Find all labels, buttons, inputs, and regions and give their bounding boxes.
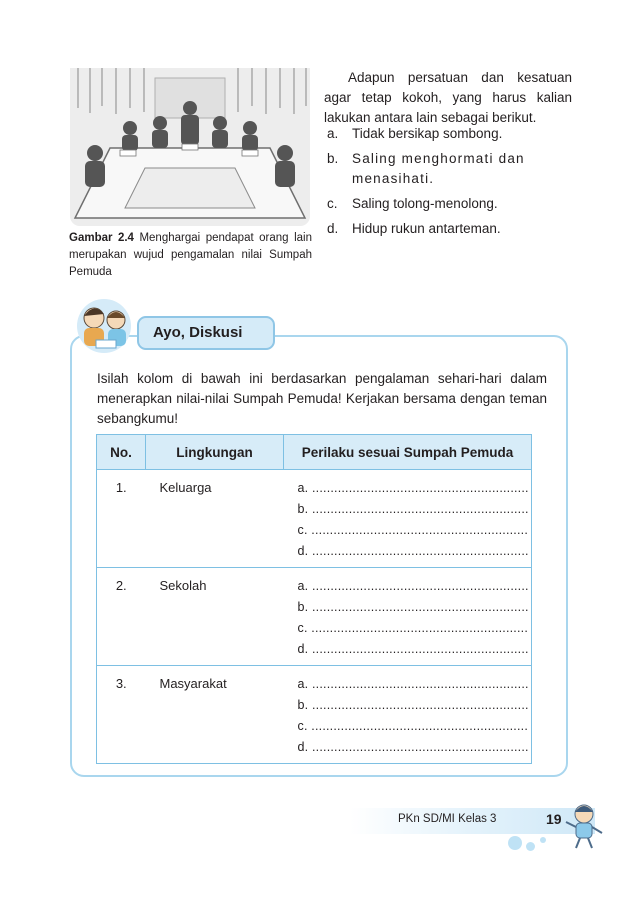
list-item-text: Hidup rukun antarteman. — [352, 221, 501, 236]
table-row — [97, 568, 532, 666]
decor-bubble — [508, 836, 522, 850]
activity-table — [96, 434, 532, 764]
blank-line[interactable]: b. ........................................................... — [297, 502, 529, 516]
list-item — [324, 124, 574, 144]
kids-illustration-icon — [72, 296, 136, 354]
blank-line[interactable]: b. ........................................................... — [297, 698, 529, 712]
list-item — [324, 149, 574, 189]
row-environment: Masyarakat — [146, 666, 284, 764]
row-no: 3. — [97, 666, 146, 764]
figure-caption-text: Menghargai pendapat orang lain merupakan wujud pengamalan nilai Sumpah Pemuda — [69, 232, 312, 278]
table-row — [97, 470, 532, 568]
row-behavior-blanks[interactable] — [284, 470, 532, 568]
figure-image — [70, 68, 310, 226]
list-item-mark: d. — [327, 221, 339, 236]
row-behavior-blanks[interactable] — [284, 568, 532, 666]
blank-line[interactable]: d. ........................................................... — [297, 642, 529, 656]
blank-line[interactable]: d. ........................................................... — [297, 544, 529, 558]
list-item-mark: a. — [327, 126, 339, 141]
discussion-instruction: Isilah kolom di bawah ini berdasarkan pengalaman sehari-hari dalam menerapkan nilai-nilai Sumpah Pemuda! Kerjakan bersama dengan teman sebangkumu! — [97, 371, 547, 426]
table-row — [97, 666, 532, 764]
blank-line[interactable]: a. ........................................................... — [297, 677, 529, 691]
footer-book-title: PKn SD/MI Kelas 3 — [398, 813, 497, 825]
header-behavior: Perilaku sesuai Sumpah Pemuda — [284, 435, 532, 470]
header-environment: Lingkungan — [146, 435, 284, 470]
list-item-mark: b. — [327, 151, 339, 166]
discussion-title: Ayo, Diskusi — [137, 316, 275, 350]
blank-line[interactable]: c. ........................................................... — [297, 719, 528, 733]
row-environment: Keluarga — [146, 470, 284, 568]
blank-line[interactable]: c. ........................................................... — [297, 523, 528, 537]
list-item-text: Tidak bersikap sombong. — [352, 126, 503, 141]
list-item — [324, 219, 574, 239]
row-environment: Sekolah — [146, 568, 284, 666]
points-list — [324, 124, 574, 244]
figure-caption — [69, 230, 312, 281]
decor-bubble — [526, 842, 535, 851]
row-no: 1. — [97, 470, 146, 568]
list-item-text: Saling menghormati dan menasihati. — [352, 151, 525, 186]
blank-line[interactable]: b. ........................................................... — [297, 600, 529, 614]
intro-paragraph: Adapun persatuan dan kesatuan agar tetap kokoh, yang harus kalian lakukan antara lain sebagai berikut. — [324, 70, 572, 125]
list-item-mark: c. — [327, 196, 338, 211]
list-item-text: Saling tolong-menolong. — [352, 196, 498, 211]
list-item — [324, 194, 574, 214]
figure-caption-label: Gambar 2.4 — [69, 232, 134, 244]
decor-bubble — [540, 837, 546, 843]
table-header-row — [97, 435, 532, 470]
header-no: No. — [97, 435, 146, 470]
blank-line[interactable]: c. ........................................................... — [297, 621, 528, 635]
blank-line[interactable]: a. ........................................................... — [297, 481, 529, 495]
blank-line[interactable]: d. ........................................................... — [297, 740, 529, 754]
blank-line[interactable]: a. ........................................................... — [297, 579, 529, 593]
row-behavior-blanks[interactable] — [284, 666, 532, 764]
page-number: 19 — [546, 811, 562, 827]
row-no: 2. — [97, 568, 146, 666]
mascot-icon — [562, 800, 606, 850]
